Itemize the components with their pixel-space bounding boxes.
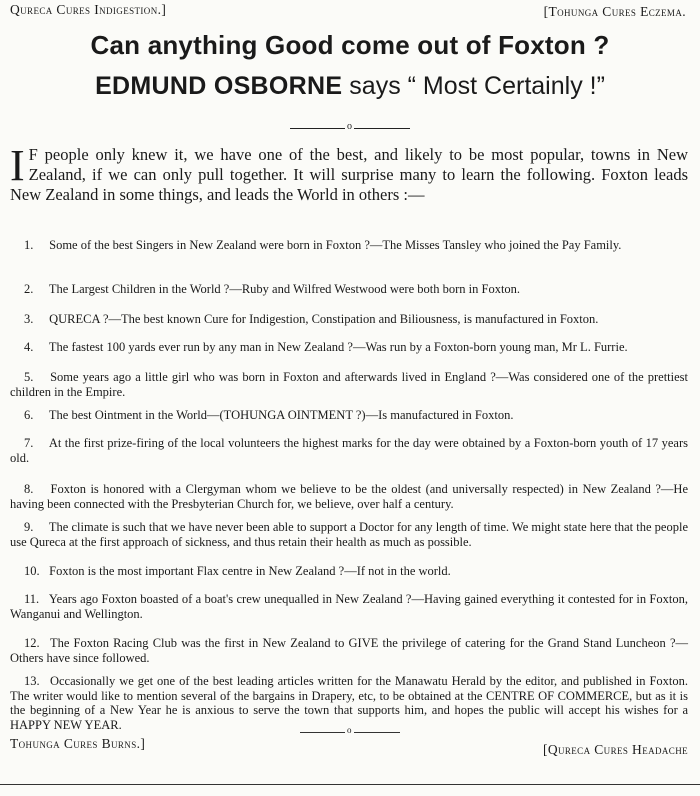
top-right-slogan: [Tohunga Cures Eczema. <box>543 4 686 19</box>
list-item: 2. The Largest Children in the World ?—Ruby and Wilfred Westwood were both born in Foxton. <box>24 282 521 296</box>
list-item: 5. Some years ago a little girl who was born in Foxton and afterwards lived in England ?—Was considered one of the prettiest children in the Empire. <box>10 370 688 399</box>
quote-text: “ Most Certainly !” <box>407 72 605 100</box>
top-left-slogan: Qureca Cures Indigestion.] <box>10 2 167 17</box>
headline-question: Can anything Good come out of Foxton ? <box>90 30 610 60</box>
headline-answer <box>0 72 700 101</box>
list-item: 7. At the first prize-firing of the local volunteers the highest marks for the day were obtained by a Foxton-born youth of 17 years old. <box>10 436 689 465</box>
bottom-left-slogan: Tohunga Cures Burns.] <box>10 736 146 751</box>
list-item: 12. The Foxton Racing Club was the first in New Zealand to GIVE the privilege of catering for the Grand Stand Luncheon ?—Others have since followed. <box>10 636 688 665</box>
bottom-border <box>0 784 700 785</box>
list-item: 4. The fastest 100 yards ever run by any man in New Zealand ?—Was run by a Foxton-born young man, Mr L. Furrie. <box>24 340 628 354</box>
list-item: 8. Foxton is honored with a Clergyman whom we believe to be the oldest (and universally respected) in New Zealand ?—He having been connected with the Presbyterian Church for, we believe, over half a century. <box>10 482 688 511</box>
list-item: 10. Foxton is the most important Flax centre in New Zealand ?—If not in the world. <box>24 564 451 578</box>
list-item: 9. The climate is such that we have never been able to support a Doctor for any length of time. We might state here that the people use Qureca at the first approach of sickness, and thus retain their health as much as possible. <box>10 520 689 549</box>
list-item: 6. The best Ointment in the World—(TOHUNGA OINTMENT ?)—Is manufactured in Foxton. <box>24 408 514 422</box>
ornamental-rule: o <box>290 128 410 129</box>
intro-text: F people only knew it, we have one of the best, and likely to be most popular, towns in New Zealand, if we can only pull together. It will surprise many to learn the following. Foxton leads New Zealand in some things, and leads the World in others :— <box>10 145 688 204</box>
intro-paragraph <box>10 141 688 205</box>
list-item: 3. QURECA ?—The best known Cure for Indigestion, Constipation and Biliousness, is manufactured in Foxton. <box>24 312 599 326</box>
author-name: EDMUND OSBORNE <box>95 72 343 100</box>
says-word: says <box>349 72 401 100</box>
list-item: 13. Occasionally we get one of the best leading articles written for the Manawatu Herald by the editor, and published in Foxton. The writer would like to mention several of the bargains in Drapery, etc, to be obtained at the CENTRE OF COMMERCE, but as it is the beginning of a New Year he is anxious to serve the town that supports him, and hopes the public will accept his wishes for a HAPPY NEW YEAR. <box>10 674 688 732</box>
bottom-right-slogan: [Qureca Cures Headache <box>542 742 688 757</box>
list-item: 1. Some of the best Singers in New Zealand were born in Foxton ?—The Misses Tansley who joined the Pay Family. <box>24 238 622 252</box>
drop-cap: I <box>10 141 25 190</box>
footer-ornamental-rule: o <box>300 732 400 733</box>
list-item: 11. Years ago Foxton boasted of a boat's crew unequalled in New Zealand ?—Having gained everything it contested for in Foxton, Wanganui and Wellington. <box>10 592 688 621</box>
